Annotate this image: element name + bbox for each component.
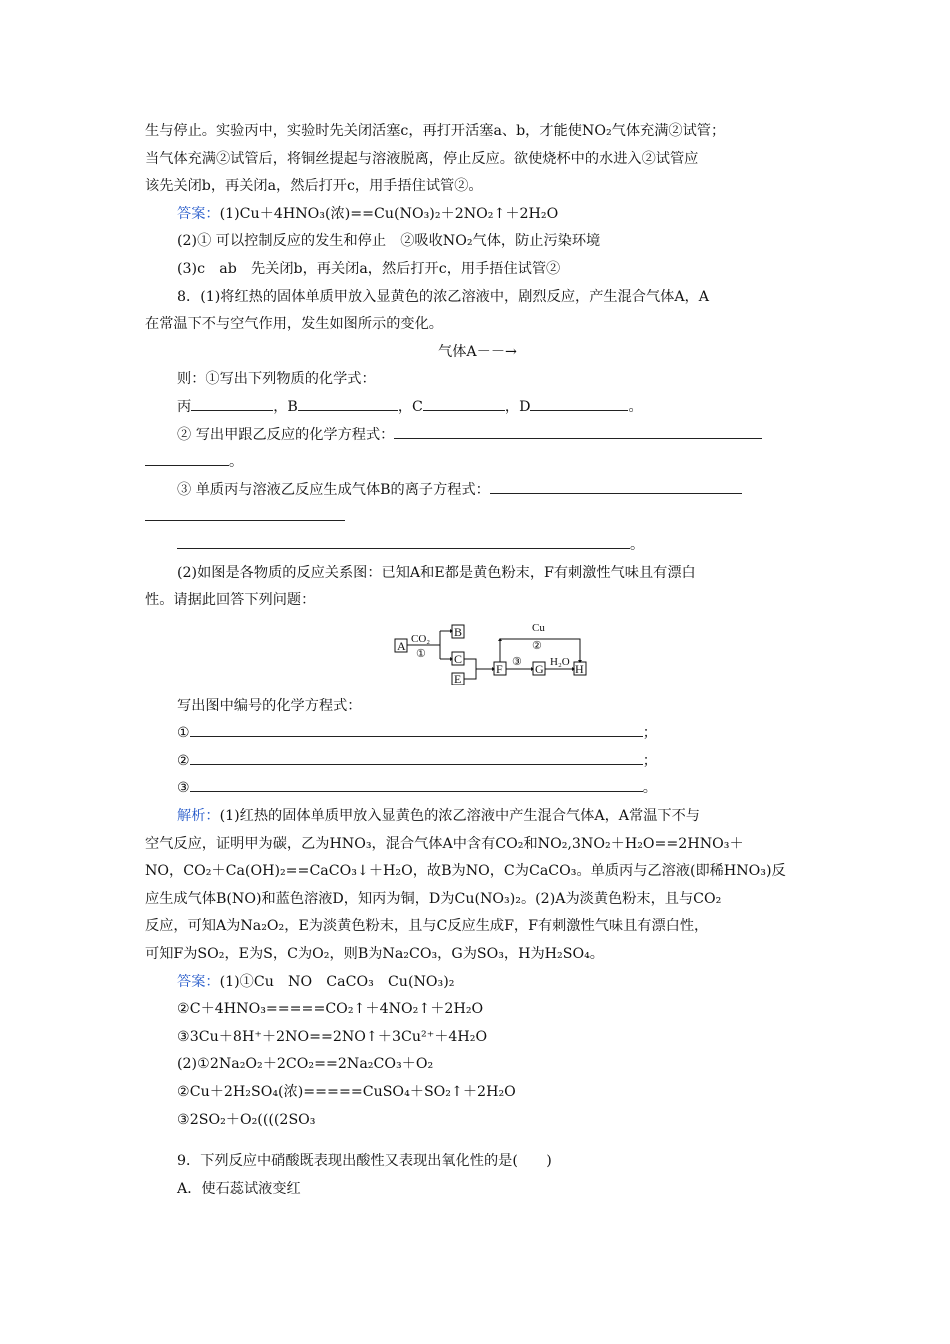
answer-blank-equation-2[interactable] (394, 423, 762, 439)
text-line: 生与停止。实验丙中，实验时先关闭活塞c，再打开活塞a、b，才能使NO₂气体充满②试管； (145, 123, 726, 139)
answer-8-line-1: 答案：(1)①Cu NO CaCO₃ Cu(NO₃)₂ (177, 973, 455, 990)
label-h2o: H₂O (550, 655, 570, 668)
answer-7-line-3: (3)c ab 先关闭b，再关闭a，然后打开c，用手捂住试管② (177, 260, 561, 277)
node-b: B (454, 624, 463, 639)
equation-line-1: ① ； (145, 720, 810, 748)
reaction-diagram (390, 619, 600, 685)
question-8-intro: 8．(1)将红热的固体单质甲放入显黄色的浓乙溶液中，剧烈反应，产生混合气体A，A (177, 288, 709, 305)
label-step-3: ③ (512, 655, 522, 668)
text-line: 该先关闭b，再关闭a，然后打开c，用手捂住试管②。 (145, 178, 483, 195)
node-c: C (454, 651, 463, 666)
answer-blank-equation-2-cont[interactable] (145, 450, 229, 466)
analysis-label: 解析： (177, 808, 220, 825)
question-8-sub3-cont (145, 504, 810, 532)
answer-blank-ionic-cont2[interactable] (177, 533, 630, 549)
equation-line-2: ② ； (145, 748, 810, 776)
answer-blank-eq2[interactable] (190, 749, 643, 765)
answer-8-line-4: (2)①2Na₂O₂＋2CO₂==2Na₂CO₃＋O₂ (177, 1056, 434, 1073)
analysis-line-3: NO，CO₂＋Ca(OH)₂==CaCO₃↓＋H₂O，故B为NO，C为CaCO₃。单质丙与乙溶液(即稀HNO₃)反 (145, 863, 786, 880)
question-8-sub2: ② 写出甲跟乙反应的化学方程式： (145, 422, 810, 450)
write-equations: 写出图中编号的化学方程式： (177, 697, 362, 714)
answer-8-line-2: ②C＋4HNO₃=====CO₂↑＋4NO₂↑＋2H₂O (177, 1001, 484, 1018)
formula-blanks: 丙 ，B ，C ，D 。 (145, 394, 810, 422)
question-8-intro-cont: 在常温下不与空气作用，发生如图所示的变化。 (145, 316, 443, 333)
label-co2: CO₂ (411, 632, 431, 645)
question-8-sub3: ③ 单质丙与溶液乙反应生成气体B的离子方程式： (145, 477, 810, 505)
question-8-then: 则：①写出下列物质的化学式： (177, 371, 376, 388)
answer-8-line-3: ③3Cu＋8H⁺＋2NO==2NO↑＋3Cu²⁺＋4H₂O (177, 1028, 488, 1045)
analysis-line-5: 反应，可知A为Na₂O₂，E为淡黄色粉末，且与C反应生成F，F有刺激性气味且有漂白性， (145, 918, 709, 935)
answer-blank-b[interactable] (298, 395, 398, 411)
label-step-1: ① (416, 647, 426, 660)
node-f: F (496, 661, 503, 676)
answer-blank-eq1[interactable] (190, 721, 643, 737)
label-step-2: ② (532, 639, 542, 652)
answer-blank-c[interactable] (423, 395, 505, 411)
document-page (145, 118, 810, 1203)
analysis-line-1: 解析：(1)红热的固体单质甲放入显黄色的浓乙溶液中产生混合气体A，A常温下不与 (177, 808, 700, 825)
answer-label: 答案： (177, 973, 220, 990)
answer-8-line-6: ③2SO₂＋O₂((((2SO₃ (177, 1111, 316, 1128)
question-8-sub3-cont2: 。 (145, 532, 810, 560)
answer-blank-ionic[interactable] (490, 478, 742, 494)
answer-8-line-5: ②Cu＋2H₂SO₄(浓)=====CuSO₄＋SO₂↑＋2H₂O (177, 1084, 516, 1100)
answer-blank-d[interactable] (530, 395, 628, 411)
node-g: G (535, 661, 544, 676)
answer-7-line-1: 答案：(1)Cu＋4HNO₃(浓)==Cu(NO₃)₂＋2NO₂↑＋2H₂O (177, 205, 559, 222)
question-9-option-a: A．使石蕊试液变红 (177, 1180, 301, 1197)
node-h: H (575, 661, 584, 676)
answer-label: 答案： (177, 205, 220, 222)
label-cu: Cu (532, 621, 545, 634)
text-line: 当气体充满②试管后，将铜丝提起与溶液脱离，停止反应。欲使烧杯中的水进入②试管应 (145, 150, 699, 167)
question-8-part2-cont: 性。请据此回答下列问题： (145, 592, 316, 609)
node-e: E (454, 671, 462, 685)
answer-blank-bing[interactable] (191, 395, 273, 411)
analysis-line-2: 空气反应，证明甲为碳，乙为HNO₃，混合气体A中含有CO₂和NO₂,3NO₂＋H₂O==2HNO₃＋ (145, 835, 744, 852)
analysis-line-4: 应生成气体B(NO)和蓝色溶液D，知丙为铜，D为Cu(NO₃)₂。(2)A为淡黄色粉末，且与CO₂ (145, 890, 722, 907)
gas-a-flow: 气体A－－→ (438, 343, 517, 360)
question-8-part2: (2)如图是各物质的反应关系图：已知A和E都是黄色粉末，F有刺激性气味且有漂白 (177, 564, 696, 581)
question-8-sub2-cont: 。 (145, 449, 810, 477)
question-9-stem: 9．下列反应中硝酸既表现出酸性又表现出氧化性的是( ) (177, 1153, 552, 1170)
equation-line-3: ③ 。 (145, 775, 810, 803)
answer-blank-eq3[interactable] (190, 776, 643, 792)
answer-blank-ionic-cont[interactable] (145, 505, 345, 521)
answer-7-line-2: (2)① 可以控制反应的发生和停止 ②吸收NO₂气体，防止污染环境 (177, 233, 601, 250)
node-a: A (397, 638, 406, 653)
analysis-line-6: 可知F为SO₂，E为S，C为O₂，则B为Na₂CO₃，G为SO₃，H为H₂SO₄。 (145, 946, 604, 963)
